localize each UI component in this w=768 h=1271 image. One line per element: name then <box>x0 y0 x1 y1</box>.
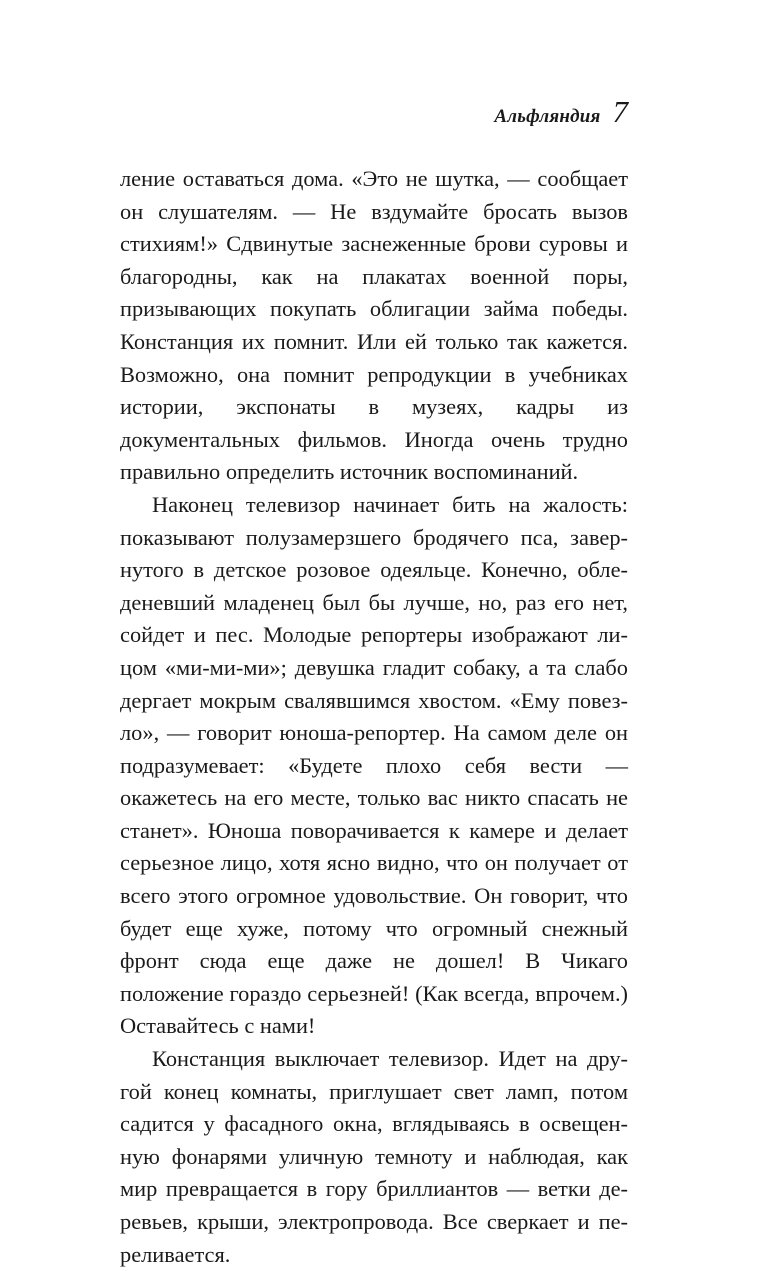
running-head <box>494 96 628 128</box>
page-number: 7 <box>612 94 628 129</box>
running-title: Альфляндия <box>494 106 601 127</box>
paragraph-1: ление оставаться дома. «Это не шутка, — сообщает он слушателям. — Не вздумайте бросать вызов стихиям!» Сдвинутые заснеженные брови суровы и благородны, как на плакатах военной поры, призывающих покупать облигации займа победы. Констанция их помнит. Или ей только так кажется. Возможно, она помнит репродукции в учебниках истории, экспонаты в музеях, кадры из документальных фильмов. Иногда очень трудно правильно определить источник воспоминаний. <box>120 166 628 485</box>
paragraph-3: Констанция выключает телевизор. Идет на другой конец комнаты, приглушает свет ламп, потом садится у фасадного окна, вглядываясь в освещенную фонарями уличную темноту и наблюдая, как мир превращается в гору бриллиантов — ветки деревьев, крыши, электропровода. Все сверкает и переливается. <box>120 1046 628 1267</box>
paragraph-2: Наконец телевизор начинает бить на жалость: показывают полузамерзшего бродячего пса, завернутого в детское розовое одеяльце. Конечно, обледеневший младенец был бы лучше, но, раз его нет, сойдет и пес. Молодые репортеры изображают лицом «ми-ми-ми»; девушка гладит собаку, а та слабо дергает мокрым свалявшимся хвостом. «Ему повезло», — говорит юноша-репортер. На самом деле он подразумевает: «Будете плохо себя вести — окажетесь на его месте, только вас никто спасать не станет». Юноша поворачивается к камере и делает серьезное лицо, хотя ясно видно, что он получает от всего этого огромное удовольствие. Он говорит, что будет еще хуже, потому что огромный снежный фронт сюда еще даже не дошел! В Чикаго положение гораздо серьезней! (Как всегда, впрочем.) Оставайтесь с нами! <box>120 491 628 1039</box>
body-text <box>120 163 628 1271</box>
